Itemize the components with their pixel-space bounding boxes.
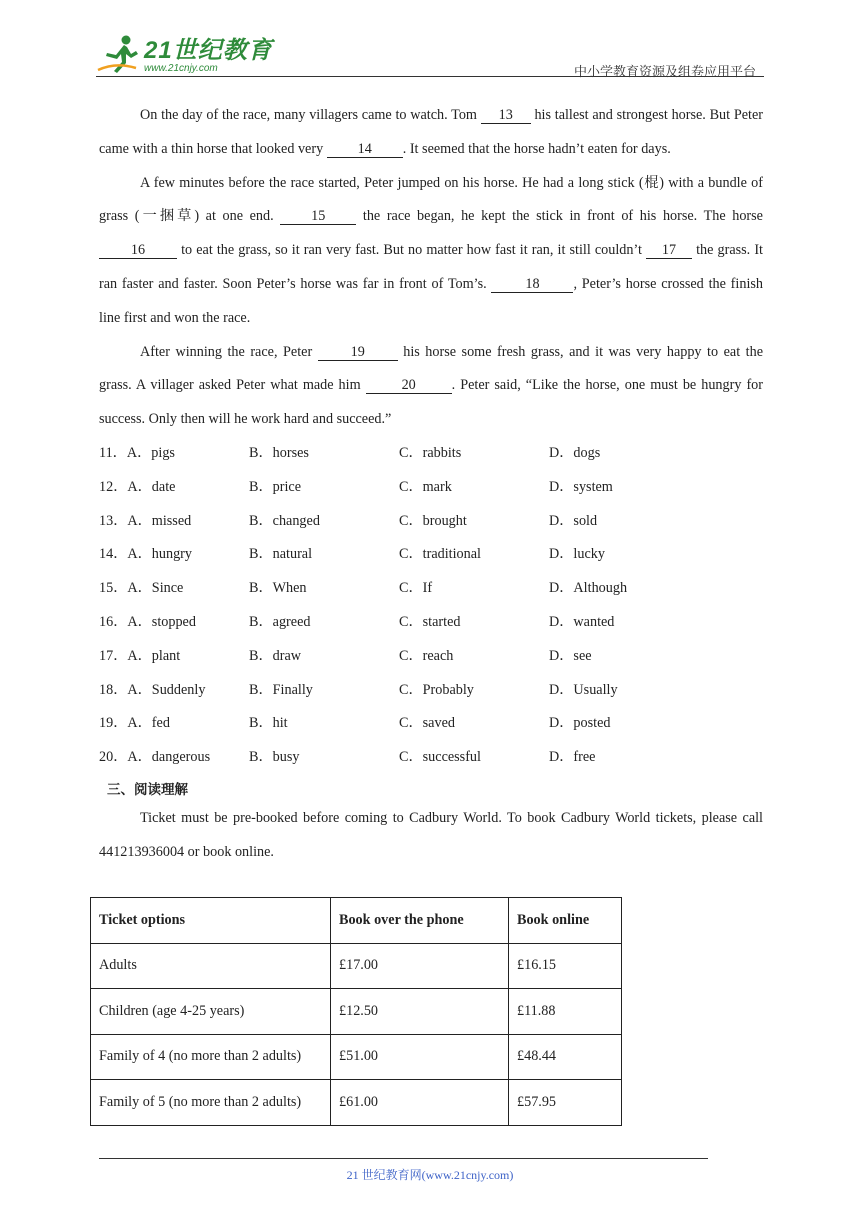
option-d: D．Although — [549, 580, 628, 597]
table-cell: Family of 5 (no more than 2 adults) — [91, 1080, 331, 1126]
option-a: 19．A．fed — [99, 715, 170, 732]
option-d: D．free — [549, 749, 596, 766]
footer-link[interactable]: 21 世纪教育网(www.21cnjy.com) — [346, 1168, 514, 1182]
column-header: Ticket options — [91, 898, 331, 944]
site-logo[interactable] — [96, 34, 273, 74]
option-a: 16．A．stopped — [99, 613, 196, 630]
option-a: 18．A．Suddenly — [99, 681, 206, 698]
option-c: C．traditional — [399, 546, 481, 563]
question-row — [99, 437, 763, 471]
section-heading: 三、阅读理解 — [107, 781, 188, 798]
option-c: C．mark — [399, 478, 452, 495]
question-row — [99, 707, 763, 741]
document-body — [99, 99, 763, 870]
table-row — [91, 989, 622, 1035]
option-c: C．reach — [399, 647, 454, 664]
table-row — [91, 1034, 622, 1080]
table-cell: £61.00 — [331, 1080, 509, 1126]
question-row — [99, 471, 763, 505]
table-cell: £12.50 — [331, 989, 509, 1035]
table-header-row — [91, 898, 622, 944]
option-b: B．changed — [249, 512, 320, 529]
option-a: 15．A．Since — [99, 580, 184, 597]
blank-16: 16 — [99, 242, 177, 259]
option-c: C．brought — [399, 512, 467, 529]
option-d: D．see — [549, 647, 592, 664]
option-d: D．Usually — [549, 681, 618, 698]
table-cell: £11.88 — [509, 989, 622, 1035]
running-man-icon — [96, 34, 140, 74]
option-d: D．wanted — [549, 613, 615, 630]
option-a: 17．A．plant — [99, 647, 181, 664]
column-header: Book online — [509, 898, 622, 944]
passage-text: the grass. It ran faster and faster. Soon Peter’s horse was far in front of Tom’s. — [99, 242, 763, 292]
question-row — [99, 606, 763, 640]
question-row — [99, 640, 763, 674]
passage-text: A few minutes before the race started, Peter jumped on his horse. He had a long stick (棍) with a bundle of grass (一捆草) at one end. — [99, 174, 763, 225]
option-b: B．draw — [249, 647, 302, 664]
blank-19: 19 — [318, 344, 398, 361]
blank-14: 14 — [327, 141, 403, 158]
option-a: 12．A．date — [99, 478, 176, 495]
option-d: D．posted — [549, 715, 611, 732]
question-row — [99, 538, 763, 572]
passage-text: On the day of the race, many villagers came to watch. Tom — [140, 107, 481, 123]
option-a: 20．A．dangerous — [99, 749, 211, 766]
table-cell: £48.44 — [509, 1034, 622, 1080]
passage-text: his tallest and strongest horse. But Peter came with a thin horse that looked very — [99, 107, 763, 157]
reading-intro: Ticket must be pre-booked before coming to Cadbury World. To book Cadbury World tickets, please call 441213936004 or book online. — [99, 809, 763, 860]
table-cell: £51.00 — [331, 1034, 509, 1080]
passage-text: the race began, he kept the stick in front of his horse. The horse — [356, 208, 763, 225]
blank-13: 13 — [481, 107, 531, 124]
logo-title: 21世纪教育 — [144, 37, 273, 64]
footer-divider — [99, 1158, 708, 1159]
passage-paragraph-1 — [99, 99, 763, 167]
option-b: B．Finally — [249, 681, 313, 698]
option-c: C．started — [399, 613, 461, 630]
passage-paragraph-2 — [99, 167, 763, 336]
passage-text: . It seemed that the horse hadn’t eaten for days. — [402, 140, 671, 157]
table-cell: Adults — [91, 943, 331, 989]
question-row — [99, 572, 763, 606]
ticket-table — [90, 897, 622, 1126]
option-b: B．horses — [249, 444, 309, 461]
option-b: B．agreed — [249, 613, 311, 630]
question-row — [99, 674, 763, 708]
blank-18: 18 — [491, 276, 573, 293]
option-b: B．natural — [249, 546, 313, 563]
table-cell: £17.00 — [331, 943, 509, 989]
blank-20: 20 — [366, 377, 452, 394]
option-a: 13．A．missed — [99, 512, 192, 529]
question-options — [99, 437, 763, 775]
question-row — [99, 741, 763, 775]
option-d: D．system — [549, 478, 613, 495]
passage-text: After winning the race, Peter — [140, 343, 318, 360]
blank-15: 15 — [280, 208, 356, 225]
blank-17: 17 — [646, 242, 692, 259]
column-header: Book over the phone — [331, 898, 509, 944]
passage-text: to eat the grass, so it ran very fast. But no matter how fast it ran, it still couldn’t — [177, 242, 646, 259]
option-d: D．dogs — [549, 444, 601, 461]
table-cell: Family of 4 (no more than 2 adults) — [91, 1034, 331, 1080]
question-row — [99, 505, 763, 539]
logo-url: www.21cnjy.com — [144, 63, 218, 74]
option-a: 11．A．pigs — [99, 444, 175, 461]
table-row — [91, 943, 622, 989]
passage-text: , Peter’s horse crossed the finish line first and won the race. — [99, 275, 764, 326]
option-d: D．lucky — [549, 546, 605, 563]
passage-paragraph-3 — [99, 336, 763, 437]
table-cell: £16.15 — [509, 943, 622, 989]
table-row — [91, 1080, 622, 1126]
option-a: 14．A．hungry — [99, 546, 193, 563]
option-c: C．Probably — [399, 681, 474, 698]
option-c: C．rabbits — [399, 444, 462, 461]
option-c: C．If — [399, 580, 433, 597]
option-c: C．successful — [399, 749, 481, 766]
passage-text: . Peter said, “Like the horse, one must be hungry for success. Only then will he work hard and succeed.” — [99, 377, 763, 428]
option-d: D．sold — [549, 512, 598, 529]
option-b: B．price — [249, 478, 302, 495]
table-cell: Children (age 4-25 years) — [91, 989, 331, 1035]
option-b: B．busy — [249, 749, 300, 766]
option-b: B．When — [249, 580, 307, 597]
table-cell: £57.95 — [509, 1080, 622, 1126]
platform-name: 中小学教育资源及组卷应用平台 — [573, 64, 756, 79]
option-b: B．hit — [249, 715, 288, 732]
option-c: C．saved — [399, 715, 455, 732]
passage-text: his horse some fresh grass, and it was very happy to eat the grass. A villager asked Peter what made him — [99, 343, 763, 394]
header-divider — [96, 76, 764, 77]
page-header — [96, 30, 764, 78]
